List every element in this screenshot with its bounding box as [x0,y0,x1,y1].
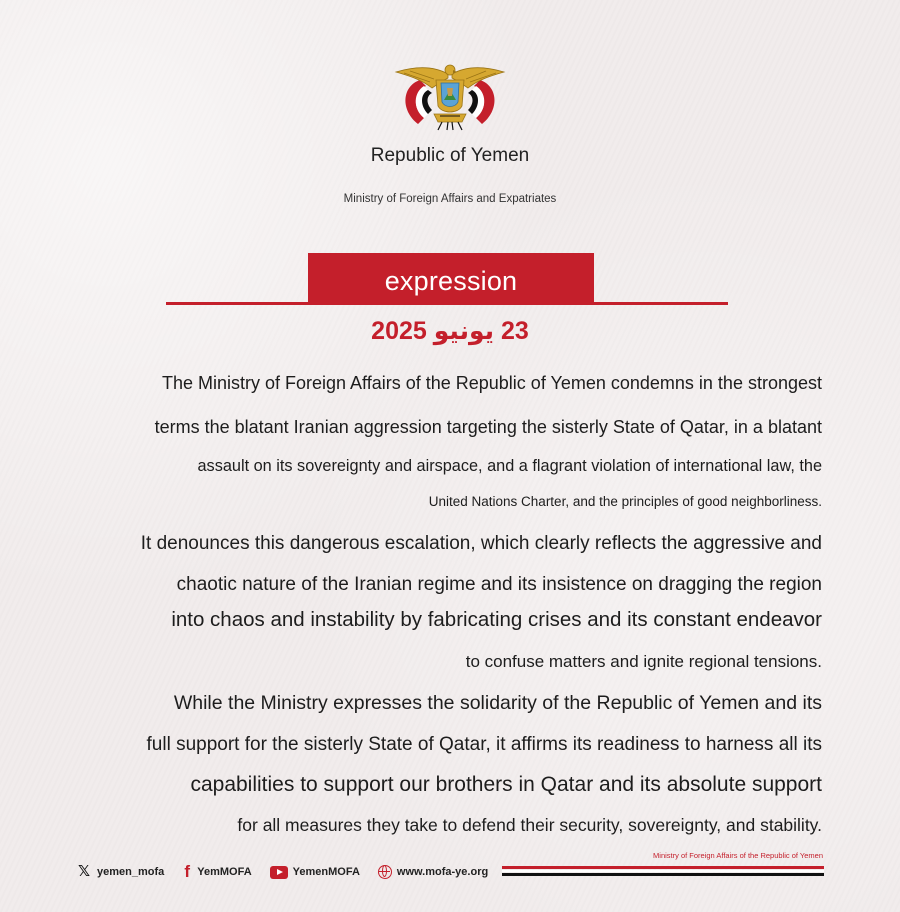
body-line: While the Ministry expresses the solidarity of the Republic of Yemen and its [173,692,822,714]
x-link[interactable] [76,864,164,880]
body-line: for all measures they take to defend their security, sovereignty, and stability. [237,815,822,835]
website-link[interactable] [378,865,488,879]
banner-divider [166,302,728,305]
website-url: www.mofa-ye.org [396,866,489,878]
yemen-emblem-icon [390,60,510,132]
footer-flag-rule [502,866,824,878]
statement-banner: expression [308,253,594,303]
body-line: terms the blatant Iranian aggression targeting the sisterly State of Qatar, in a blatant [154,417,822,437]
header-subtitle: Ministry of Foreign Affairs and Expatriates [343,193,557,205]
body-line: assault on its sovereignty and airspace, and a flagrant violation of international law, the [197,457,822,475]
youtube-link[interactable] [270,866,360,879]
body-line: into chaos and instability by fabricating crises and its constant endeavor [171,608,822,631]
x-handle: yemen_mofa [97,866,165,878]
facebook-link[interactable] [182,864,251,880]
social-footer [76,861,506,883]
facebook-icon: f [184,862,191,881]
youtube-handle: YemenMOFA [292,866,360,878]
body-line: capabilities to support our brothers in Qatar and its absolute support [190,773,822,796]
youtube-icon [270,866,288,879]
body-line: The Ministry of Foreign Affairs of the Republic of Yemen condemns in the strongest [161,373,822,393]
body-line: to confuse matters and ignite regional tensions. [465,652,822,671]
body-line: chaotic nature of the Iranian regime and its insistence on dragging the region [176,574,822,595]
body-line: United Nations Charter, and the principles of good neighborliness. [428,494,822,509]
statement-date: 23 يونيو 2025 [371,317,529,345]
body-line: It denounces this dangerous escalation, which clearly reflects the aggressive and [140,533,822,554]
footer-ministry-label: Ministry of Foreign Affairs of the Republic of Yemen [653,851,823,860]
header-title: Republic of Yemen [370,145,530,166]
facebook-handle: YemMOFA [197,866,252,878]
body-line: full support for the sisterly State of Qatar, it affirms its readiness to harness all its [146,734,822,755]
globe-icon [378,865,392,879]
x-icon: 𝕏 [77,863,91,880]
